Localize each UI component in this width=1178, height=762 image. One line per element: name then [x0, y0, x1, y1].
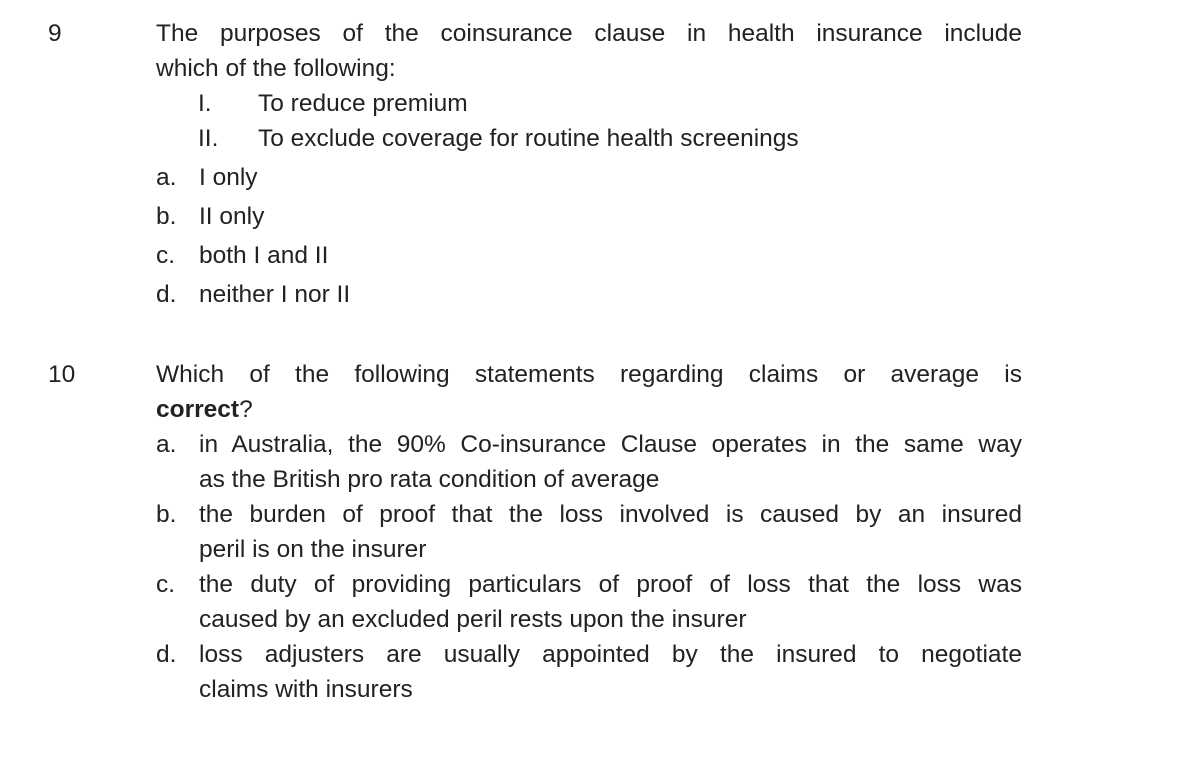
option-letter: d. — [156, 641, 177, 668]
stem-line: Which of the following statements regarding claims or average is — [156, 361, 1022, 388]
option-text — [199, 427, 1022, 497]
option-text: I only — [199, 164, 258, 191]
option-text-line: caused by an excluded peril rests upon the insurer — [199, 606, 747, 633]
option-letter: c. — [156, 242, 176, 269]
option-letter: c. — [156, 571, 176, 598]
stem-line: which of the following: — [156, 55, 396, 82]
statement-item — [198, 86, 1022, 121]
option-letter: b. — [156, 501, 177, 528]
statement-text: To exclude coverage for routine health screenings — [258, 125, 799, 152]
option-text — [199, 637, 1022, 707]
question-9 — [156, 16, 1022, 312]
question-number: 9 — [48, 20, 62, 47]
stem-emphasis: correct — [156, 396, 240, 423]
option-text: neither I nor II — [199, 281, 351, 308]
option-text-line: the burden of proof that the loss involved is caused by an insured — [199, 501, 1022, 528]
question-stem — [156, 16, 1022, 86]
question-number: 10 — [48, 361, 76, 388]
answer-option-c[interactable] — [156, 567, 1022, 637]
option-text-line: peril is on the insurer — [199, 536, 427, 563]
option-text: both I and II — [199, 242, 329, 269]
option-text: II only — [199, 203, 265, 230]
option-letter: d. — [156, 281, 177, 308]
answer-option-d[interactable] — [156, 277, 1022, 312]
option-text-line: as the British pro rata condition of average — [199, 466, 660, 493]
option-letter: b. — [156, 203, 177, 230]
question-10 — [156, 357, 1022, 707]
answer-option-a[interactable] — [156, 160, 1022, 195]
answer-option-a[interactable] — [156, 427, 1022, 497]
stem-line: The purposes of the coinsurance clause in health insurance include — [156, 20, 1022, 47]
option-letter: a. — [156, 431, 177, 458]
statement-numeral: II. — [198, 125, 219, 152]
option-text-line: loss adjusters are usually appointed by the insured to negotiate — [199, 641, 1022, 668]
answer-option-b[interactable] — [156, 497, 1022, 567]
option-text — [199, 567, 1022, 637]
option-text-line: claims with insurers — [199, 676, 413, 703]
option-text-line: in Australia, the 90% Co-insurance Clause operates in the same way — [199, 431, 1022, 458]
question-stem — [156, 357, 1022, 427]
option-text-line: the duty of providing particulars of proof of loss that the loss was — [199, 571, 1022, 598]
stem-punctuation: ? — [239, 396, 253, 423]
answer-option-c[interactable] — [156, 238, 1022, 273]
statement-item — [198, 121, 1022, 156]
option-letter: a. — [156, 164, 177, 191]
answer-option-d[interactable] — [156, 637, 1022, 707]
statement-text: To reduce premium — [258, 90, 468, 117]
answer-option-b[interactable] — [156, 199, 1022, 234]
statement-numeral: I. — [198, 90, 212, 117]
option-text — [199, 497, 1022, 567]
